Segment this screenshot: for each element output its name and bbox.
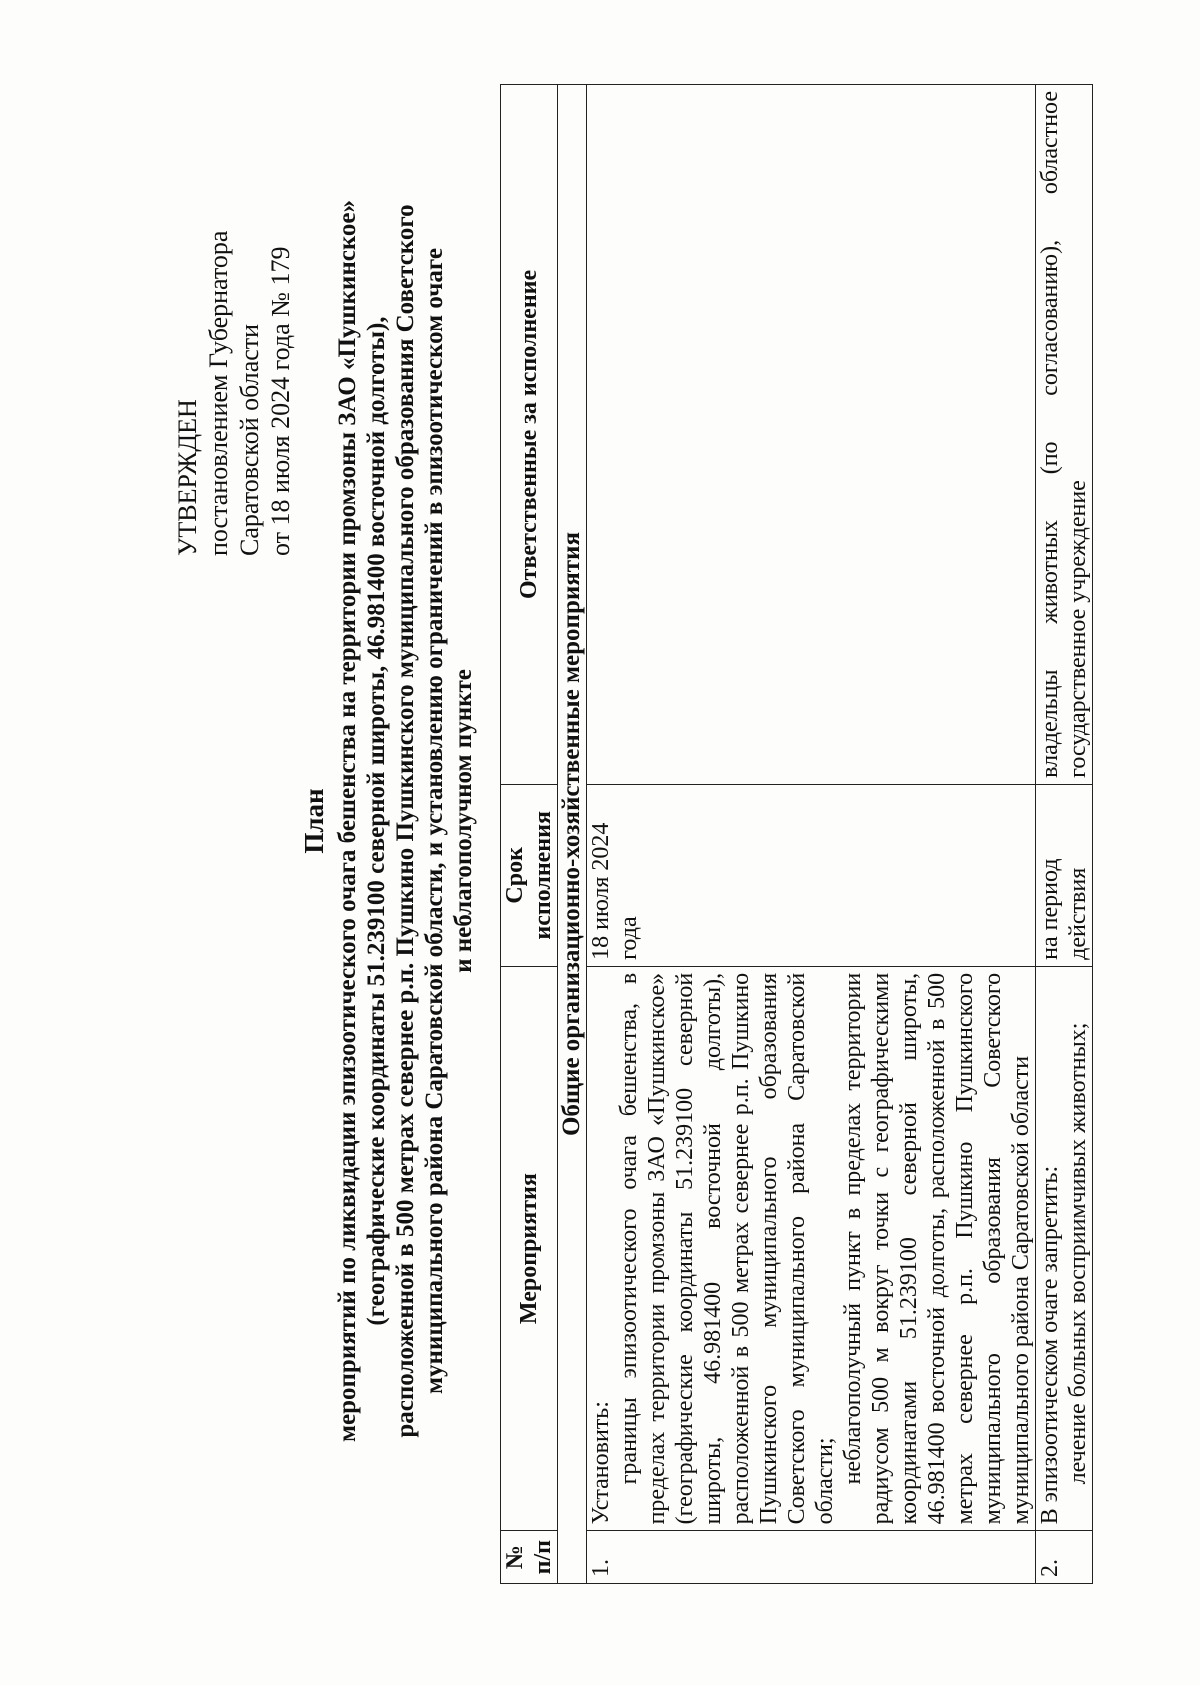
row-num: 1. (587, 1531, 1036, 1584)
title-line: и неблагополучном пункте (450, 669, 477, 973)
approval-line: УТВЕРЖДЕН (173, 399, 202, 556)
approval-line: Саратовской области (235, 323, 264, 556)
row-activities (1036, 966, 1093, 1531)
row-term: 18 июля 2024 года (587, 784, 1036, 966)
row-intro: В эпизоотическом очаге запретить: (1037, 1165, 1063, 1525)
section-row (558, 85, 587, 1584)
approval-line: от 18 июля 2024 года № 179 (266, 246, 295, 556)
plan-table (500, 84, 1093, 1584)
header-responsible: Ответственные за исполнение (501, 85, 558, 785)
title-line: (географические координаты 51.239100 северной широты, 46.981400 восточной долготы), (363, 316, 390, 1326)
row-num: 2. (1036, 1531, 1093, 1584)
title-line: муниципального района Саратовской области, и установлению ограничений в эпизоотическом очаге (421, 248, 448, 1395)
header-term: Срок исполнения (501, 784, 558, 966)
approval-line: постановлением Губернатора (204, 230, 233, 556)
table-row (587, 85, 1036, 1584)
row-paragraph: лечение больных восприимчивых животных; (1065, 1022, 1091, 1485)
row-responsible: владельцы животных (по согласованию), областное государственное учреждение (1036, 85, 1093, 785)
title-heading: План (299, 788, 329, 854)
row-responsible (587, 85, 1036, 785)
row-intro: Установить: (588, 1401, 614, 1525)
row-term: на период действия (1036, 784, 1093, 966)
row-paragraph: границы эпизоотического очага бешенства, в пределах территории промзоны ЗАО «Пушкинское» (географические координаты 51.239100 северной широты, 46.981400 восточной долготы), расположенной в 500 метрах севернее р.п. Пушкино Пушкинского муниципального образования Советского муниципального района Саратовской области; (616, 972, 838, 1525)
row-paragraph: неблагополучный пункт в пределах территории радиусом 500 м вокруг точки с географическими координатами 51.239100 северной широты, 46.981400 восточной долготы, расположенной в 500 метрах севернее р.п. Пушкино Пушкинского муниципального образования Советского муниципального района Саратовской области (840, 972, 1034, 1525)
header-activities: Мероприятия (501, 966, 558, 1531)
section-title: Общие организационно-хозяйственные мероприятия (558, 85, 587, 1584)
table-row (1036, 85, 1093, 1584)
approval-stamp (172, 231, 296, 556)
document-title (300, 56, 478, 1586)
title-line: мероприятий по ликвидации эпизоотического очага бешенства на территории промзоны ЗАО «Пушкинское» (334, 200, 361, 1443)
title-line: расположенной в 500 метрах севернее р.п. Пушкино Пушкинского муниципального образования Советского (392, 204, 419, 1438)
table-header-row (501, 85, 558, 1584)
header-num: № п/п (501, 1531, 558, 1584)
row-activities (587, 966, 1036, 1531)
